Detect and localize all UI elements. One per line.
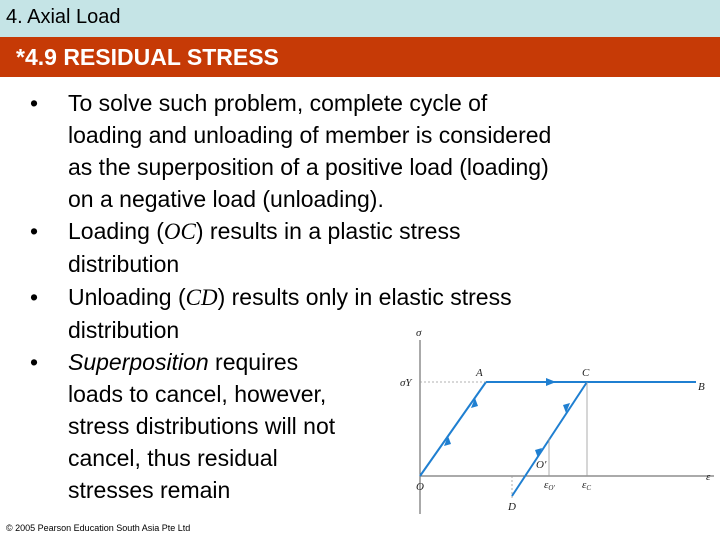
bullet-text-post: ) results only in elastic stress xyxy=(217,284,512,310)
bullet-line: distribution xyxy=(68,251,180,277)
stress-strain-diagram xyxy=(396,318,720,518)
bullet-line xyxy=(68,346,335,378)
label-a: A xyxy=(476,367,483,379)
label-d: D xyxy=(508,501,516,513)
arrow-plastic xyxy=(546,378,556,386)
chapter-header-bar xyxy=(0,0,720,37)
bullet-dot: • xyxy=(30,349,39,375)
bullet-line: as the superposition of a positive load (loading) xyxy=(68,154,549,180)
label-o-prime: O′ xyxy=(536,459,547,471)
label-b: B xyxy=(698,381,705,393)
bullet-dot: • xyxy=(30,218,39,244)
section-title: *4.9 RESIDUAL STRESS xyxy=(16,44,279,70)
bullet-text-em: CD xyxy=(185,285,218,310)
bullet-line: loads to cancel, however, xyxy=(68,381,327,407)
label-o: O xyxy=(416,481,424,493)
copyright-notice: © 2005 Pearson Education South Asia Pte Ltd xyxy=(6,523,191,533)
bullet-text xyxy=(68,346,335,506)
label-epsilon: ε xyxy=(706,471,711,483)
chapter-title: 4. Axial Load xyxy=(6,6,121,28)
bullet-line: stresses remain xyxy=(68,477,231,503)
loading-line-oa xyxy=(420,382,486,476)
bullet-line: To solve such problem, complete cycle of xyxy=(68,90,488,116)
section-header-bar xyxy=(0,37,720,77)
unloading-line-cd xyxy=(512,382,587,496)
bullet-text-post: requires xyxy=(208,349,299,375)
label-c: C xyxy=(582,367,590,379)
bullet-text-em: OC xyxy=(163,219,196,244)
bullet-text-pre: Loading ( xyxy=(68,218,164,244)
bullet-dot: • xyxy=(30,284,39,310)
label-sigma: σ xyxy=(416,327,422,339)
bullet-line: loading and unloading of member is considered xyxy=(68,122,552,148)
bullet-line: cancel, thus residual xyxy=(68,445,278,471)
bullet-dot: • xyxy=(30,90,39,116)
bullet-text-em: Superposition xyxy=(68,349,209,375)
bullet-text-post: ) results in a plastic stress xyxy=(195,218,461,244)
bullet-text xyxy=(68,215,460,280)
label-eps-c: εC xyxy=(582,479,592,492)
bullet-line: distribution xyxy=(68,317,180,343)
bullet-line xyxy=(68,281,512,314)
label-sigma-y: σY xyxy=(400,377,412,389)
bullet-line xyxy=(68,215,460,248)
label-eps-o: εO′ xyxy=(544,479,555,492)
bullet-line: stress distributions will not xyxy=(68,413,336,439)
bullet-text-pre: Unloading ( xyxy=(68,284,186,310)
bullet-text xyxy=(68,87,551,215)
bullet-line: on a negative load (unloading). xyxy=(68,186,384,212)
